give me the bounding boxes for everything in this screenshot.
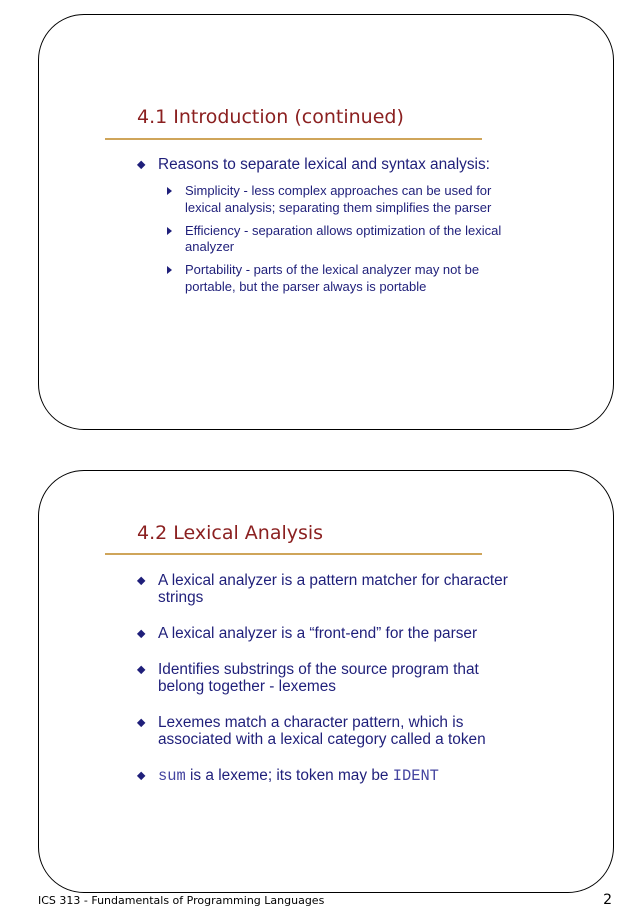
sub-bullet-text-line: Simplicity - less complex approaches can be used for xyxy=(185,183,492,198)
bullet-text-line: Reasons to separate lexical and syntax analysis: xyxy=(158,156,490,173)
bullet-text-segment: is a lexeme; its token may be xyxy=(185,767,393,784)
title-underline xyxy=(105,138,482,140)
title-underline xyxy=(105,553,482,555)
slide-title: 4.1 Introduction (continued) xyxy=(137,106,404,128)
triangle-bullet-icon xyxy=(167,227,172,235)
footer-course-title: ICS 313 - Fundamentals of Programming Languages xyxy=(38,894,325,907)
bullet-text-line: Identifies substrings of the source program that xyxy=(158,661,479,678)
diamond-bullet-icon xyxy=(137,576,146,585)
bullet-item xyxy=(158,767,508,785)
code-term-sum: sum xyxy=(158,767,186,785)
bullet-text-line xyxy=(158,767,508,785)
sub-bullet-text-line: analyzer xyxy=(185,239,235,254)
page-number: 2 xyxy=(603,892,612,908)
bullet-list xyxy=(158,156,501,314)
sub-bullet-text-line: Portability - parts of the lexical analyzer may not be xyxy=(185,262,480,277)
slide-2 xyxy=(38,470,614,893)
sub-bullet-text-line: portable, but the parser always is portable xyxy=(185,278,427,294)
bullet-text-line: belong together - lexemes xyxy=(158,678,336,695)
sub-bullet-list xyxy=(185,183,501,295)
bullet-text-line: Lexemes match a character pattern, which is xyxy=(158,714,464,731)
bullet-text-line: associated with a lexical category called a token xyxy=(158,731,486,748)
sub-bullet-item xyxy=(185,262,501,295)
bullet-item xyxy=(158,661,508,695)
bullet-list xyxy=(158,572,508,804)
bullet-item xyxy=(158,625,508,642)
sub-bullet-text-line: lexical analysis; separating them simplifies the parser xyxy=(185,199,492,215)
slide-title: 4.2 Lexical Analysis xyxy=(137,522,324,544)
diamond-bullet-icon xyxy=(137,665,146,674)
bullet-text-line: strings xyxy=(158,589,204,606)
sub-bullet-item xyxy=(185,183,501,216)
bullet-item xyxy=(158,156,501,295)
bullet-item xyxy=(158,714,508,748)
diamond-bullet-icon xyxy=(137,771,146,780)
bullet-text-line: A lexical analyzer is a pattern matcher for character xyxy=(158,572,508,589)
diamond-bullet-icon xyxy=(137,160,146,169)
bullet-item xyxy=(158,572,508,606)
triangle-bullet-icon xyxy=(167,187,172,195)
slide-1 xyxy=(38,14,614,430)
code-term-ident: IDENT xyxy=(392,767,439,785)
diamond-bullet-icon xyxy=(137,629,146,638)
diamond-bullet-icon xyxy=(137,718,146,727)
sub-bullet-item xyxy=(185,223,501,256)
sub-bullet-text-line: Efficiency - separation allows optimization of the lexical xyxy=(185,222,502,238)
triangle-bullet-icon xyxy=(167,266,172,274)
bullet-text-line: A lexical analyzer is a “front-end” for the parser xyxy=(158,625,478,642)
